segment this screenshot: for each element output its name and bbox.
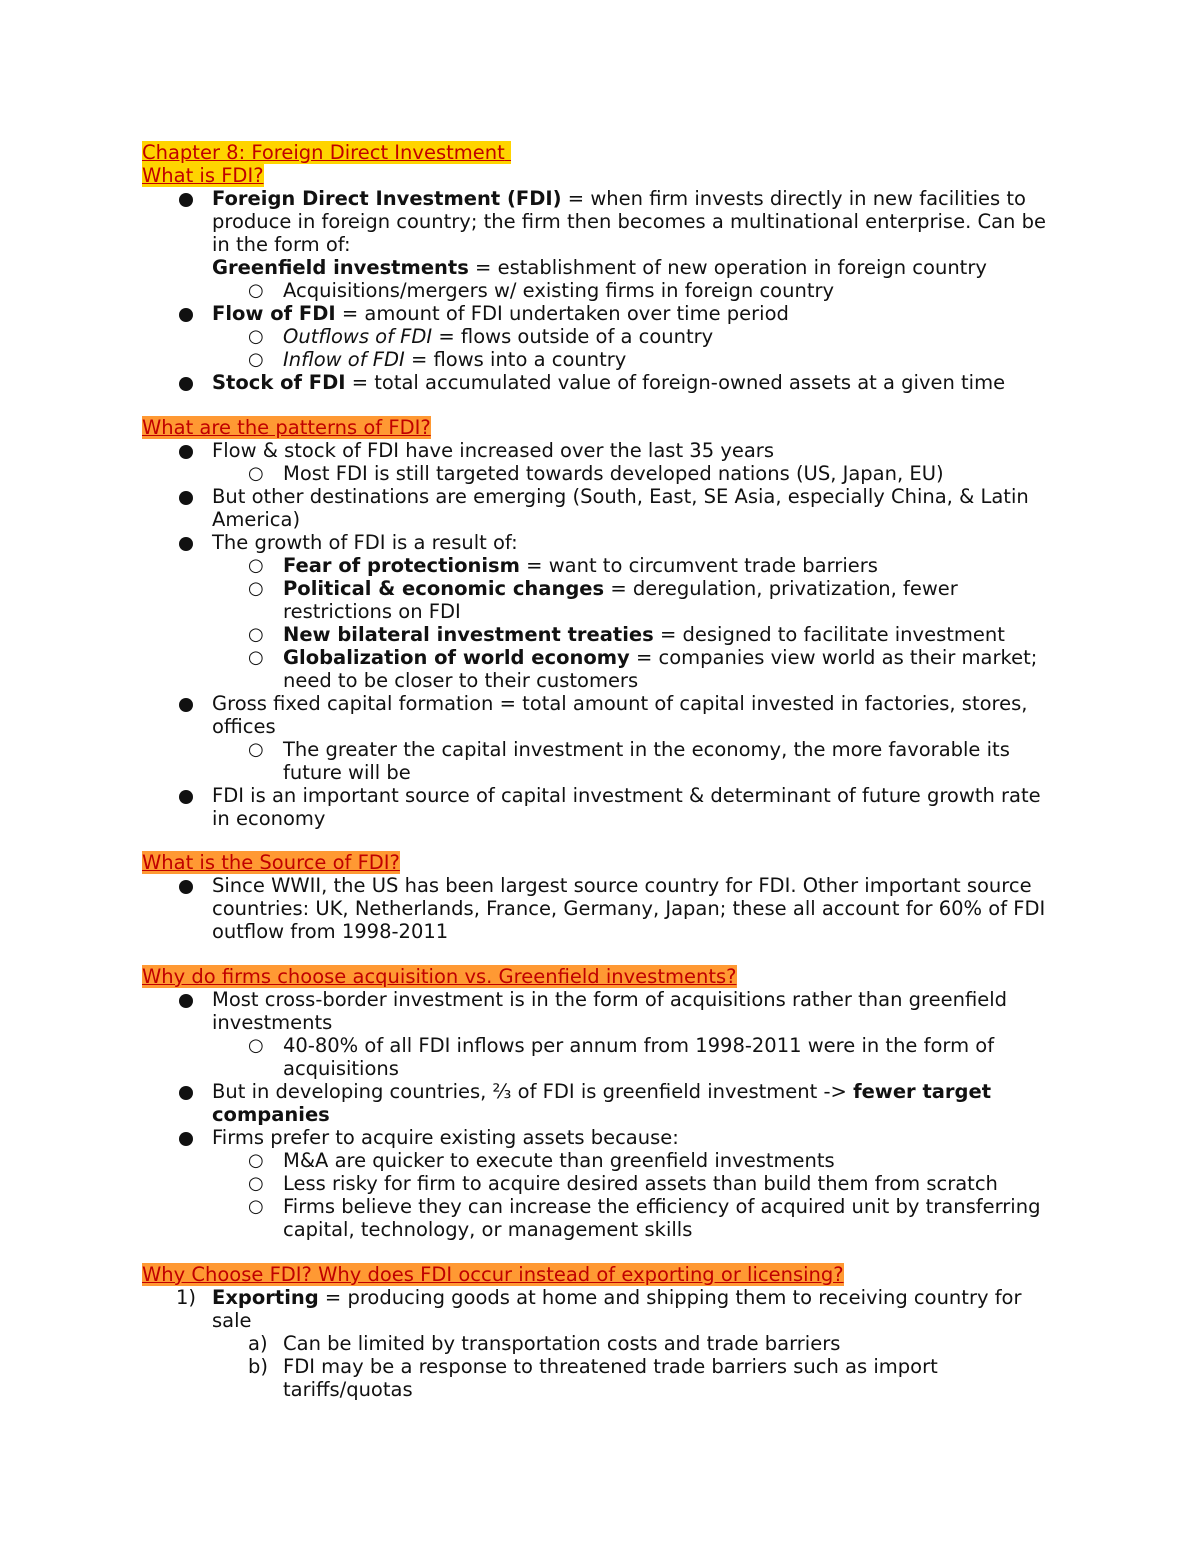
circle-bullet-icon: ○ — [248, 1196, 264, 1217]
circle-bullet-icon: ○ — [248, 555, 264, 576]
section-heading-why-choose-fdi: Why Choose FDI? Why does FDI occur instead of exporting or licensing? — [142, 1263, 844, 1286]
bullet-icon — [179, 790, 193, 804]
sub-list-item: Less risky for firm to acquire desired assets than build them from scratch — [283, 1172, 998, 1195]
circle-bullet-icon: ○ — [248, 739, 264, 760]
sub-list-item: Firms believe they can increase the efficiency of acquired unit by transferring — [283, 1195, 1041, 1218]
circle-bullet-icon: ○ — [248, 1173, 264, 1194]
list-item: Most cross-border investment is in the form of acquisitions rather than greenfield — [212, 988, 1008, 1011]
section-heading-what-is-fdi: What is FDI? — [142, 164, 264, 187]
list-item: But in developing countries, ⅔ of FDI is greenfield investment -> fewer target — [212, 1080, 992, 1103]
lettered-marker: a) — [248, 1332, 268, 1355]
circle-bullet-icon: ○ — [248, 349, 264, 370]
bullet-icon — [179, 377, 193, 391]
list-item-continuation: outflow from 1998-2011 — [212, 920, 449, 943]
list-item: The growth of FDI is a result of: — [212, 531, 518, 554]
bullet-icon — [179, 308, 193, 322]
sub-list-item: Acquisitions/mergers w/ existing firms in foreign country — [283, 279, 835, 302]
sub-list-item: Fear of protectionism = want to circumvent trade barriers — [283, 554, 878, 577]
sub-list-item: 40-80% of all FDI inflows per annum from 1998-2011 were in the form of — [283, 1034, 995, 1057]
sub-list-item: Outflows of FDI = flows outside of a country — [283, 325, 714, 348]
section-heading-acquisition: Why do firms choose acquisition vs. Greenfield investments? — [142, 965, 737, 988]
sub-list-item-continuation: future will be — [283, 761, 411, 784]
list-item-continuation: offices — [212, 715, 276, 738]
circle-bullet-icon: ○ — [248, 326, 264, 347]
list-item: But other destinations are emerging (South, East, SE Asia, especially China, & Latin — [212, 485, 1029, 508]
bullet-icon — [179, 698, 193, 712]
numbered-item: Exporting = producing goods at home and shipping them to receiving country for — [212, 1286, 1022, 1309]
circle-bullet-icon: ○ — [248, 1035, 264, 1056]
list-item: Firms prefer to acquire existing assets because: — [212, 1126, 679, 1149]
sub-list-item: Most FDI is still targeted towards developed nations (US, Japan, EU) — [283, 462, 944, 485]
bullet-icon — [179, 1132, 193, 1146]
list-item-continuation: companies — [212, 1103, 330, 1126]
numbered-item-continuation: sale — [212, 1309, 252, 1332]
sub-list-item-continuation: capital, technology, or management skills — [283, 1218, 693, 1241]
sub-list-item-continuation: need to be closer to their customers — [283, 669, 639, 692]
bullet-icon — [179, 193, 193, 207]
list-item-continuation: countries: UK, Netherlands, France, Germany, Japan; these all account for 60% of FDI — [212, 897, 1046, 920]
bullet-icon — [179, 880, 193, 894]
circle-bullet-icon: ○ — [248, 463, 264, 484]
list-item: Foreign Direct Investment (FDI) = when firm invests directly in new facilities to — [212, 187, 1026, 210]
circle-bullet-icon: ○ — [248, 1150, 264, 1171]
circle-bullet-icon: ○ — [248, 624, 264, 645]
list-item-continuation: in economy — [212, 807, 326, 830]
list-item-continuation: in the form of: — [212, 233, 351, 256]
circle-bullet-icon: ○ — [248, 280, 264, 301]
list-item: FDI is an important source of capital investment & determinant of future growth rate — [212, 784, 1041, 807]
sub-list-item: New bilateral investment treaties = designed to facilitate investment — [283, 623, 1005, 646]
numbered-marker: 1) — [176, 1286, 197, 1309]
lettered-item-continuation: tariffs/quotas — [283, 1378, 413, 1401]
list-item: Since WWII, the US has been largest source country for FDI. Other important source — [212, 874, 1032, 897]
sub-list-item: The greater the capital investment in the economy, the more favorable its — [283, 738, 1010, 761]
section-heading-source: What is the Source of FDI? — [142, 851, 400, 874]
bullet-icon — [179, 994, 193, 1008]
list-item: Gross fixed capital formation = total amount of capital invested in factories, stores, — [212, 692, 1028, 715]
sub-list-item: Political & economic changes = deregulation, privatization, fewer — [283, 577, 958, 600]
list-item: Flow & stock of FDI have increased over the last 35 years — [212, 439, 774, 462]
circle-bullet-icon: ○ — [248, 578, 264, 599]
sub-list-item-continuation: acquisitions — [283, 1057, 399, 1080]
sub-list-item: Inflow of FDI = flows into a country — [283, 348, 627, 371]
bullet-icon — [179, 537, 193, 551]
list-item: Flow of FDI = amount of FDI undertaken over time period — [212, 302, 789, 325]
sub-list-item-continuation: restrictions on FDI — [283, 600, 461, 623]
lettered-item: FDI may be a response to threatened trade barriers such as import — [283, 1355, 938, 1378]
lettered-item: Can be limited by transportation costs and trade barriers — [283, 1332, 841, 1355]
sub-list-item: M&A are quicker to execute than greenfield investments — [283, 1149, 835, 1172]
sub-list-item: Globalization of world economy = companies view world as their market; — [283, 646, 1038, 669]
list-item-continuation: Greenfield investments = establishment of new operation in foreign country — [212, 256, 987, 279]
bullet-icon — [179, 1086, 193, 1100]
list-item-continuation: investments — [212, 1011, 333, 1034]
bullet-icon — [179, 445, 193, 459]
list-item: Stock of FDI = total accumulated value of foreign-owned assets at a given time — [212, 371, 1006, 394]
bullet-icon — [179, 491, 193, 505]
list-item-continuation: produce in foreign country; the firm then becomes a multinational enterprise. Can be — [212, 210, 1046, 233]
list-item-continuation: America) — [212, 508, 301, 531]
circle-bullet-icon: ○ — [248, 647, 264, 668]
lettered-marker: b) — [248, 1355, 268, 1378]
section-heading-patterns: What are the patterns of FDI? — [142, 416, 431, 439]
page-title: Chapter 8: Foreign Direct Investment — [142, 141, 511, 164]
